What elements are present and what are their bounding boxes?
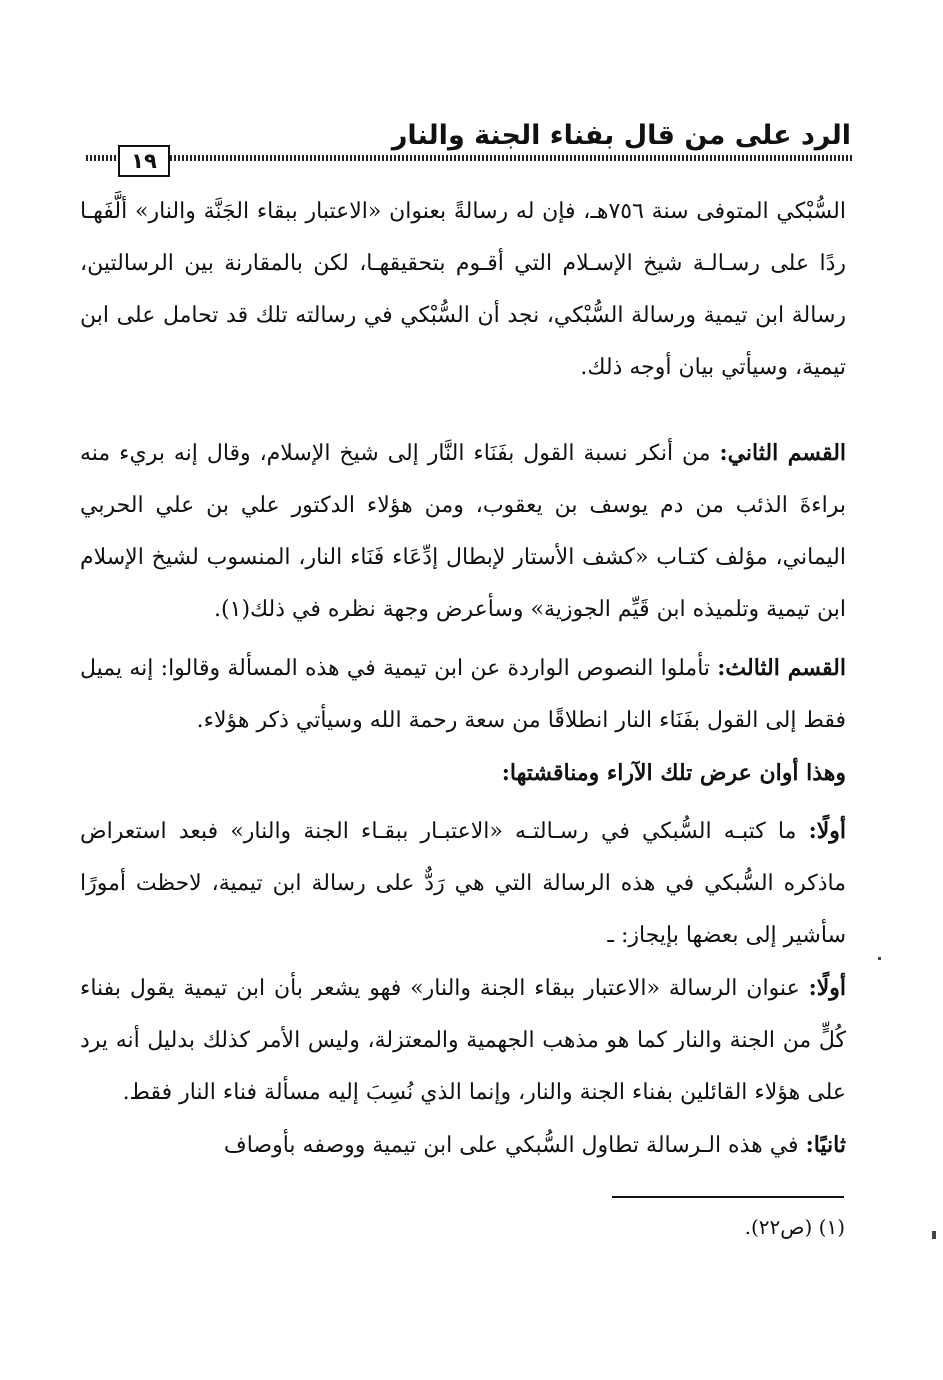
paragraph-4-text: ما كتبـه السُّبكي في رسـالتـه «الاعتبـار ببقـاء الجنة والنار» فبعد استعراض ماذكره السُّبكي في هذه الرسالة التي هي رَدٌّ على رسالة ابن تيمية، لاحظت أمورًا سأشير إلى بعضها بإيجاز: ـ bbox=[80, 819, 846, 948]
paragraph-3 bbox=[80, 642, 846, 747]
first-sub-point-label: أولًا: bbox=[808, 975, 846, 1001]
page-number: ١٩ bbox=[118, 145, 170, 177]
paragraph-6 bbox=[80, 1119, 846, 1172]
footnote-rule bbox=[612, 1196, 844, 1198]
footnote: (١) (ص٢٢). bbox=[744, 1215, 845, 1239]
paragraph-2 bbox=[80, 427, 846, 636]
running-title: الرد على من قال بفناء الجنة والنار bbox=[391, 120, 851, 151]
margin-mark bbox=[932, 1231, 936, 1239]
margin-mark bbox=[878, 957, 881, 960]
paragraph-3-text: تأملوا النصوص الواردة عن ابن تيمية في هذه المسألة وقالوا: إنه يميل فقط إلى القول بفَنَاء النار انطلاقًا من سعة رحمة الله وسيأتي ذكر هؤلاء. bbox=[80, 656, 846, 733]
paragraph-6-text: في هذه الـرسالة تطاول السُّبكي على ابن تيمية ووصفه بأوصاف bbox=[223, 1133, 806, 1158]
section-two-label: القسم الثاني: bbox=[719, 440, 847, 466]
section-heading: وهذا أوان عرض تلك الآراء ومناقشتها: bbox=[501, 760, 846, 786]
paragraph-4 bbox=[80, 805, 846, 962]
paragraph-1: السُّبْكي المتوفى سنة ٧٥٦هـ، فإن له رسالةً بعنوان «الاعتبار ببقاء الجَنَّة والنار» ألَّفَهـا ردًا على رسـالـة شيخ الإسـلام التي أقـوم بتحقيقهـا، لكن بالمقارنة بين الرسالتين، رسالة ابن تيمية ورسالة السُّبْكي، نجد أن السُّبْكي في رسالته تلك قد تحامل على ابن تيمية، وسيأتي بيان أوجه ذلك. bbox=[80, 199, 846, 380]
body-text bbox=[80, 186, 846, 1172]
second-point-label: ثانيًا: bbox=[805, 1132, 846, 1158]
first-point-label: أولًا: bbox=[808, 818, 846, 844]
header-rule bbox=[86, 155, 854, 161]
paragraph-5-text: عنوان الرسالة «الاعتبار ببقاء الجنة والنار» فهو يشعر بأن ابن تيمية يقول بفناء كُلٍّ من الجنة والنار كما هو مذهب الجهمية والمعتزلة، وليس الأمر كذلك بدليل أنه يرد على هؤلاء القائلين بفناء الجنة والنار، وإنما الذي نُسِبَ إليه مسألة فناء النار فقط. bbox=[80, 976, 846, 1105]
section-three-label: القسم الثالث: bbox=[717, 655, 846, 681]
paragraph-5 bbox=[80, 962, 846, 1119]
paragraph-2-text: من أنكر نسبة القول بفَنَاء النَّار إلى شيخ الإسلام، وقال إنه بريء منه براءةَ الذئب من دم يوسف بن يعقوب، ومن هؤلاء الدكتور علي بن علي الحربي اليماني، مؤلف كتـاب «كشف الأستار لإبطال إدِّعَاء فَنَاء النار، المنسوب لشيخ الإسلام ابن تيمية وتلميذه ابن قَيِّم الجوزية» وسأعرض وجهة نظره في ذلك(١). bbox=[80, 441, 846, 622]
